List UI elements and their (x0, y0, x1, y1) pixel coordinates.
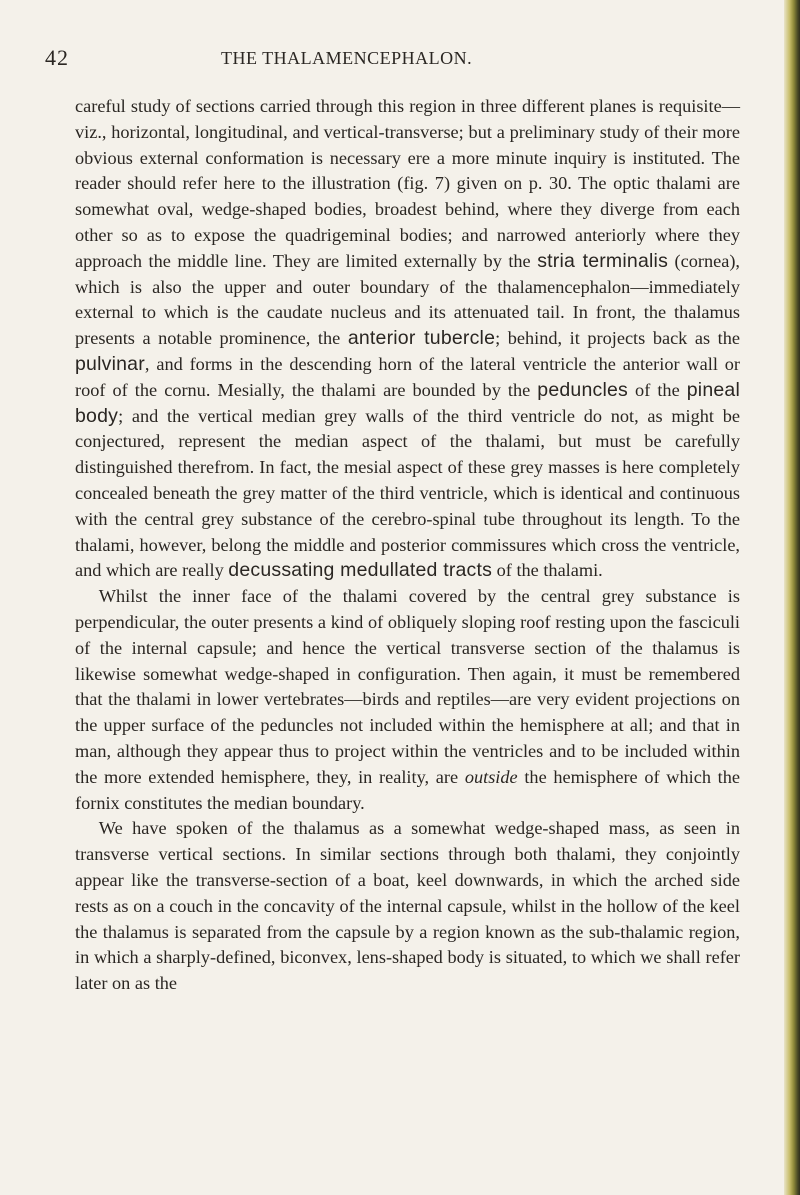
text-run: the hemisphere of which the fornix constitutes the median boundary. (75, 766, 740, 813)
text-run: We have spoken of the thalamus as a somewhat wedge-shaped mass, as seen in transverse vertical sections. In similar sections through both thalami, they conjointly appear like the transverse-section of a boat, keel downwards, in which the arched side rests as on a couch in the concavity of the internal capsule, whilst in the hollow of the keel the thalamus is separated from the capsule by a region known as the sub-thalamic region, in which a sharply-defined, biconvex, lens-shaped body is situated, to which we shall refer later on as the (75, 818, 740, 994)
text-run: Whilst the inner face of the thalami covered by the central grey substance is perpendicular, the outer presents a kind of obliquely sloping roof resting upon the fasciculi of the internal capsule; and hence the vertical transverse section of the thalamus is likewise somewhat wedge-shaped in configuration. Then again, it must be remembered that the thalami in lower vertebrates—birds and reptiles—are very evident projections on the upper surface of the peduncles not included within the hemisphere at all; and that in man, although they appear thus to project within the ventricles and to be included within the more extended hemisphere, they, in reality, are (75, 586, 740, 787)
text-run: (cornea), which is also the upper and outer boundary of the thalamencephalon—immediately external to which is the caudate nucleus and its attenuated tail. In front, the thalamus presents a notable prominence, the (75, 250, 740, 349)
paragraph-2 (75, 584, 740, 816)
page-number: 42 (45, 45, 69, 70)
term-anterior-tubercle: anterior tubercle (347, 327, 496, 350)
term-pineal-body: pineal body (75, 378, 740, 427)
term-pulvinar: pulvinar (75, 352, 145, 375)
text-run: ; behind, it projects back as the (495, 328, 741, 349)
page-edge-shadow (784, 0, 800, 1195)
text-run: of the (628, 379, 687, 400)
text-run: , and forms in the descending horn of the lateral ventricle the anterior wall or roof of the cornu. Mesially, the thalami are bounded by the (75, 353, 740, 400)
term-peduncles: peduncles (537, 378, 628, 401)
term-stria-terminalis: stria terminalis (537, 249, 669, 272)
paragraph-3 (75, 816, 740, 997)
emphasis-outside: outside (464, 766, 518, 787)
page-header (45, 45, 735, 75)
body-text (75, 94, 740, 997)
term-decussating-medullated-tracts: decussating medullated tracts (228, 559, 493, 582)
text-run: careful study of sections carried through this region in three different planes is requisite—viz., horizontal, longitudinal, and vertical-transverse; but a preliminary study of their more obvious external conformation is necessary ere a more minute inquiry is instituted. The reader should refer here to the illustration (fig. 7) given on p. 30. The optic thalami are somewhat oval, wedge-shaped bodies, broadest behind, where they diverge from each other so as to expose the quadrigeminal bodies; and narrowed anteriorly where they approach the middle line. They are limited externally by the (75, 96, 740, 271)
running-head: THE THALAMENCEPHALON. (221, 48, 473, 68)
paragraph-1 (75, 94, 740, 584)
text-run: ; and the vertical median grey walls of the third ventricle do not, as might be conjectured, represent the median aspect of the thalami, but must be carefully distinguished therefrom. In fact, the mesial aspect of these grey masses is here completely concealed beneath the grey matter of the third ventricle, which is identical and continuous with the central grey substance of the cerebro-spinal tube throughout its length. To the thalami, however, belong the middle and posterior commissures which cross the ventricle, and which are really (75, 405, 740, 581)
text-run: of the thalami. (492, 560, 603, 581)
